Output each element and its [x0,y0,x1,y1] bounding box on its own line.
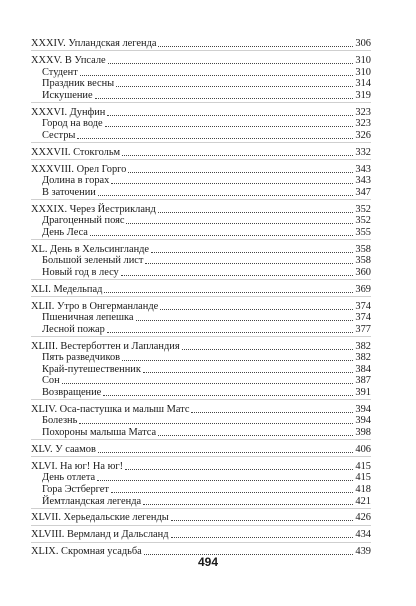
group-separator [31,399,371,400]
toc-entry-title: Долина в горах [42,175,110,187]
group-separator [31,542,371,543]
toc-entry-page: 352 [355,215,371,227]
dot-leader [107,332,354,333]
toc-entry-title: Город на воде [42,118,103,130]
toc-entry-page: 394 [355,415,371,427]
dot-leader [80,75,354,76]
group-separator [31,439,371,440]
toc-section-entry [31,495,371,508]
dot-leader [128,172,353,173]
toc-entry-page: 343 [355,175,371,187]
group-separator [31,159,371,160]
toc-entry-page: 314 [355,78,371,90]
toc-entry-title: Йемтландская легенда [42,495,142,507]
toc-entry-title: Искушение [42,89,93,101]
toc-entry-title: День Леса [42,226,88,238]
toc-chapter-entry [31,37,371,50]
toc-entry-page: 355 [355,226,371,238]
toc-entry-page: 415 [355,460,371,472]
toc-entry-title: XXXVIII. Орел Горго [31,163,127,175]
group-separator [31,508,371,509]
toc-entry-title: XLVI. На юг! На юг! [31,460,124,472]
toc-entry-page: 358 [355,243,371,255]
toc-entry-page: 360 [355,266,371,278]
group-separator [31,456,371,457]
dot-leader [145,263,353,264]
toc-entry-title: Сон [42,375,60,387]
dot-leader [171,520,354,521]
toc-entry-page: 439 [355,546,371,558]
dot-leader [104,292,353,293]
toc-entry-title: XXXVII. Стокгольм [31,146,121,158]
toc-entry-page: 398 [355,426,371,438]
toc-chapter-entry [31,528,371,541]
toc-chapter-entry [31,283,371,296]
toc-entry-page: 352 [355,203,371,215]
toc-entry-page: 382 [355,340,371,352]
toc-entry-page: 426 [355,512,371,524]
toc-entry-title: XLVIII. Вермланд и Дальсланд [31,529,169,541]
toc-entry-title: Гора Эстбергет [42,483,109,495]
toc-chapter-entry [31,146,371,159]
dot-leader [126,223,353,224]
dot-leader [98,452,354,453]
dot-leader [171,537,354,538]
dot-leader [136,320,354,321]
toc-entry-page: 394 [355,403,371,415]
toc-entry-title: Праздник весны [42,78,115,90]
group-separator [31,50,371,51]
toc-chapter-entry [31,511,371,524]
toc-entry-title: Студент [42,66,78,78]
dot-leader [158,212,354,213]
toc-entry-page: 310 [355,66,371,78]
toc-entry-page: 310 [355,54,371,66]
toc-section-entry [31,89,371,102]
toc-entry-page: 358 [355,255,371,267]
group-separator [31,199,371,200]
dot-leader [143,504,353,505]
toc-entry-title: Драгоценный пояс [42,215,125,227]
toc-entry-title: Новый год в лесу [42,266,119,278]
group-separator [31,142,371,143]
toc-entry-title: Сестры [42,129,76,141]
toc-entry-title: Пшеничная лепешка [42,312,134,324]
toc-entry-page: 374 [355,300,371,312]
dot-leader [79,423,353,424]
toc-entry-title: XXXIV. Упландская легенда [31,38,157,49]
toc-section-entry [31,426,371,439]
toc-entry-page: 343 [355,163,371,175]
dot-leader [103,395,353,396]
dot-leader [158,435,353,436]
dot-leader [108,63,354,64]
group-separator [31,336,371,337]
toc-entry-page: 332 [355,146,371,158]
toc-entry-page: 319 [355,89,371,101]
toc-entry-page: 382 [355,352,371,364]
dot-leader [97,480,353,481]
toc-entry-title: День отлета [42,472,96,484]
toc-entry-page: 374 [355,312,371,324]
toc-entry-title: XLI. Медельпад [31,283,103,295]
toc-entry-page: 434 [355,529,371,541]
group-separator [31,525,371,526]
dot-leader [105,126,354,127]
toc-entry-page: 369 [355,283,371,295]
dot-leader [95,98,354,99]
toc-section-entry [31,186,371,199]
page-number: 494 [197,555,219,569]
dot-leader [160,309,353,310]
toc-entry-page: 377 [355,323,371,335]
toc-entry-title: XLIX. Скромная усадьба [31,546,142,558]
dot-leader [158,46,353,47]
toc-section-entry [31,129,371,142]
dot-leader [151,252,353,253]
dot-leader [122,155,353,156]
toc-entry-title: Похороны малыша Матса [42,426,157,438]
dot-leader [77,138,353,139]
toc-section-entry [31,266,371,279]
toc-entry-page: 384 [355,363,371,375]
dot-leader [182,349,354,350]
toc-entry-page: 323 [355,106,371,118]
toc-section-entry [31,226,371,239]
toc-entry-title: XL. День в Хельсингланде [31,243,150,255]
toc-entry-title: XLVII. Херьедальские легенды [31,512,169,524]
toc-section-entry [31,323,371,336]
dot-leader [121,275,354,276]
toc-entry-page: 421 [355,495,371,507]
toc-entry-page: 306 [355,38,371,49]
dot-leader [98,195,354,196]
toc-entry-title: Болезнь [42,415,78,427]
dot-leader [125,469,353,470]
dot-leader [143,372,354,373]
toc-entry-page: 415 [355,472,371,484]
toc-entry-page: 347 [355,186,371,198]
toc-entry-page: 326 [355,129,371,141]
toc-entry-title: Край-путешественник [42,363,141,375]
toc-entry-page: 387 [355,375,371,387]
toc-entry-title: XLII. Утро в Онгерманланде [31,300,159,312]
toc-entry-title: XXXVI. Дунфин [31,106,106,118]
toc-entry-page: 391 [355,386,371,398]
group-separator [31,239,371,240]
toc-entry-page: 406 [355,443,371,455]
toc-entry-title: Возвращение [42,386,102,398]
toc-entry-title: XXXV. В Упсале [31,54,106,66]
dot-leader [111,183,353,184]
toc-entry-title: Большой зеленый лист [42,255,144,267]
group-separator [31,102,371,103]
dot-leader [116,86,353,87]
dot-leader [111,492,353,493]
dot-leader [107,115,353,116]
dot-leader [191,412,353,413]
toc-entry-page: 418 [355,483,371,495]
dot-leader [122,360,353,361]
toc-section-entry [31,386,371,399]
toc-entry-title: XLIV. Оса-пастушка и малыш Матс [31,403,190,415]
toc-entry-title: XLV. У саамов [31,443,96,455]
toc-entry-title: В заточении [42,186,96,198]
toc-entry-title: XLIII. Вестерботтен и Лапландия [31,340,180,352]
dot-leader [90,235,353,236]
toc-entry-title: Пять разведчиков [42,352,121,364]
group-separator [31,296,371,297]
group-separator [31,279,371,280]
toc-entry-title: XXXIX. Через Йестрикланд [31,203,156,215]
toc-entry-title: Лесной пожар [42,323,105,335]
toc-entry-page: 323 [355,118,371,130]
toc-chapter-entry [31,443,371,456]
dot-leader [62,383,354,384]
